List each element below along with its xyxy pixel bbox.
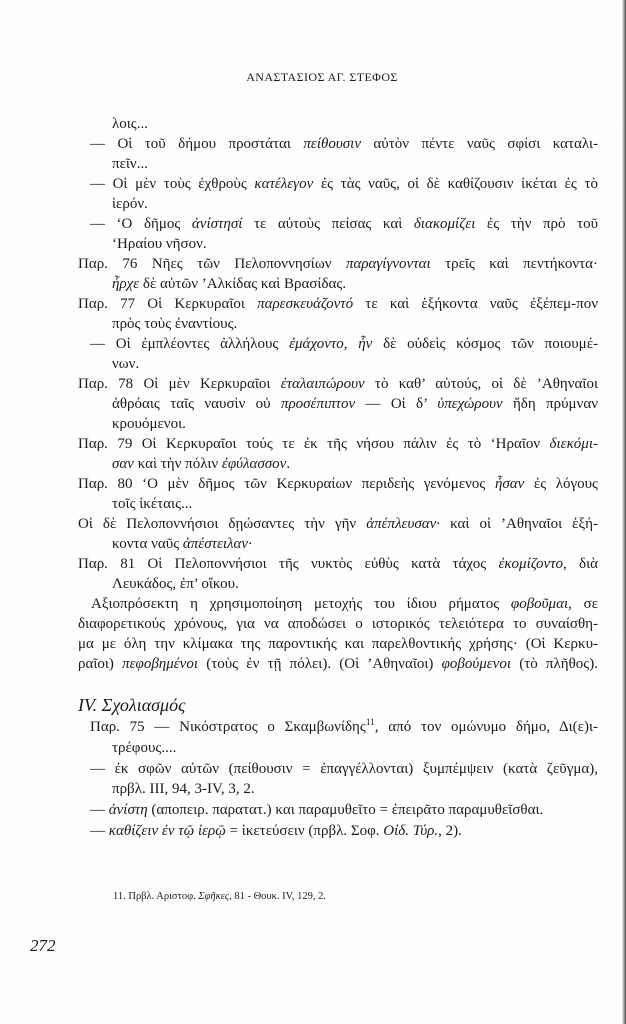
section-heading: IV. Σχολιασμός: [78, 695, 186, 715]
text-run: .: [286, 456, 291, 472]
line-content: [113, 891, 326, 902]
page-number: 272: [30, 936, 56, 955]
text-run: καὶ οἱ ’Αθηναῖοι ἑξή-: [440, 516, 598, 532]
italic-term: ἦρχε: [112, 276, 140, 292]
text-line: [90, 214, 598, 234]
italic-term: φοβοῦμαι,: [510, 596, 572, 612]
text-run: — Οἱ μὲν τοὺς ἐχθροὺς: [90, 176, 255, 192]
line-content: [112, 576, 239, 592]
text-run: πρβλ. III, 94, 3-IV, 3, 2.: [112, 781, 255, 797]
text-run: διὰ: [566, 556, 598, 572]
italic-term: ἀνίστη: [108, 802, 148, 818]
italic-term: ἐκομίζοντο,: [498, 556, 567, 572]
line-content: [112, 496, 192, 512]
text-line: [112, 574, 598, 594]
text-run: (τὸ πλῆθος).: [511, 656, 598, 672]
text-run: — Οἱ δ’: [355, 396, 438, 412]
text-run: 11. Πρβλ. Αριστοφ.: [113, 891, 199, 902]
text-run: — Οἱ τοῦ δήμου προστάται: [90, 136, 304, 152]
line-content: [78, 616, 598, 632]
text-run: αὐτὸν πέντε ναῦς σφίσι καταλι-: [360, 136, 598, 152]
line-content: [112, 396, 598, 412]
text-run: τοῖς ἱκέταις...: [112, 496, 193, 512]
italic-term: ἀπέστειλαν·: [182, 536, 252, 552]
text-run: (τοὺς ἐν τῇ πόλει). (Οἱ ’Αθηναῖοι): [198, 656, 442, 672]
text-line: [90, 174, 598, 194]
line-content: [78, 476, 598, 492]
text-line: [78, 634, 598, 654]
text-run: τε καὶ ἑξήκοντα ναῦς ἐξέπεμ-πον: [353, 296, 599, 312]
italic-term: κατέλεγον: [254, 176, 314, 192]
italic-term: παρεσκευάζοντό: [257, 296, 354, 312]
text-run: μα με όλη την κλίμακα της παροντικής και παρελθοντικής χρήσης· (Οἱ Κερκυ-: [78, 636, 598, 652]
text-line: [112, 274, 598, 294]
line-content: [78, 256, 598, 272]
text-run: , 2).: [438, 823, 462, 839]
text-line: [112, 394, 598, 414]
italic-term: προσέπιπτον: [280, 396, 356, 412]
text-line: [78, 374, 598, 394]
text-line: [112, 234, 598, 254]
text-run: ραῖοι): [78, 656, 123, 672]
text-line: [78, 294, 598, 314]
text-run: ‘Ηραίου νῆσον.: [112, 236, 207, 252]
text-run: λοις...: [112, 116, 148, 132]
italic-term: διακομίζει: [413, 216, 476, 232]
text-line: [112, 534, 598, 554]
line-content: [90, 719, 598, 735]
line-content: [78, 636, 598, 652]
line-content: [112, 416, 186, 432]
text-run: νων.: [112, 356, 140, 372]
text-line: [78, 514, 598, 534]
text-line: [112, 779, 598, 799]
line-content: [112, 740, 176, 756]
text-run: σε: [571, 596, 598, 612]
text-run: Παρ. 78 Οἱ μὲν Κερκυραῖοι: [78, 376, 281, 392]
text-line: [90, 800, 598, 820]
text-run: , από τον ομώνυμο δήμο, Δι(ε)ι-: [374, 719, 598, 735]
line-content: [90, 336, 598, 352]
text-line: [90, 334, 598, 354]
text-line: [78, 434, 598, 454]
text-line: [113, 890, 598, 904]
text-line: [78, 554, 598, 574]
line-content: [112, 116, 148, 132]
italic-term: ἀνίστησί: [191, 216, 243, 232]
italic-term: φοβούμενοι: [441, 656, 512, 672]
italic-term: ἀπέπλευσαν·: [366, 516, 441, 532]
text-run: ἤδη πρύμναν: [502, 396, 598, 412]
text-run: = ἱκετεύσειν (πρβλ. Σοφ.: [225, 823, 384, 839]
text-run: Λευκάδος, ἐπ’ οἴκου.: [112, 576, 239, 592]
text-line: [78, 254, 598, 274]
italic-term: σαν: [112, 456, 134, 472]
text-line: [112, 114, 598, 134]
line-content: [112, 276, 346, 292]
line-content: [78, 376, 598, 392]
line-content: [90, 761, 598, 777]
text-run: , 81 - Θουκ. IV, 129, 2.: [229, 891, 326, 902]
text-run: καὶ τὴν πόλιν: [133, 456, 222, 472]
line-content: [112, 781, 255, 797]
text-run: διαφορετικούς χρόνους, για να αποδώσει ο ιστορικός τελειότερα το συναίσθη-: [78, 616, 598, 632]
text-line: [112, 194, 598, 214]
line-content: [78, 436, 598, 452]
line-content: [78, 556, 598, 572]
text-line: [112, 454, 598, 474]
text-run: Παρ. 76 Νῆες τῶν Πελοποννησίων: [78, 256, 346, 272]
line-content: [90, 176, 598, 192]
line-content: [78, 296, 598, 312]
text-run: (αποπειρ. παρατατ.) και παραμυθεῖτο = ἐπειρᾶτο παραμυθεῖσθαι.: [147, 802, 544, 818]
text-run: τρεῖς καὶ πεντήκοντα·: [430, 256, 598, 272]
text-line: [112, 154, 598, 174]
running-head: ΑΝΑΣΤΑΣΙΟΣ ΑΓ. ΣΤΕΦΟΣ: [246, 70, 398, 84]
text-run: δὲ αὐτῶν ’Αλκίδας καὶ Βρασίδας.: [139, 276, 347, 292]
text-line: [112, 738, 598, 758]
line-content: [90, 823, 462, 839]
text-run: — Οἱ ἐμπλέοντες ἀλλήλους: [90, 336, 290, 352]
text-run: Παρ. 77 Οἱ Κερκυραῖοι: [78, 296, 258, 312]
line-content: [78, 516, 598, 532]
italic-term: Οἰδ. Τύρ.: [383, 823, 439, 839]
text-line: [78, 654, 598, 674]
text-line: [90, 134, 598, 154]
text-run: ἐς λόγους: [524, 476, 598, 492]
text-run: πρὸς τοὺς ἐναντίους.: [112, 316, 238, 332]
text-run: Οἱ δὲ Πελοποννήσιοι δῃώσαντες τὴν γῆν: [78, 516, 367, 532]
text-run: — ‘Ο δῆμος: [90, 216, 192, 232]
text-run: δὲ οὐδεὶς κόσμος τῶν ποιουμέ-: [372, 336, 598, 352]
text-run: Αξιοπρόσεκτη η χρησιμοποίηση μετοχής του ίδιου ρήματος: [91, 596, 511, 612]
italic-term: καθίζειν ἐν τῷ ἱερῷ: [108, 823, 226, 839]
text-run: Παρ. 81 Οἱ Πελοποννήσιοι τῆς νυκτὸς εὐθὺς κατὰ τάχος: [78, 556, 499, 572]
line-content: [90, 216, 598, 232]
italic-term: ἐταλαιπώρουν: [280, 376, 365, 392]
italic-term: πεφοβημένοι: [122, 656, 199, 672]
line-content: [90, 136, 598, 152]
text-run: Παρ. 80 ‘Ο μὲν δῆμος τῶν Κερκυραίων περιδεὴς γενόμενος: [78, 476, 495, 492]
text-run: ἀθρόαις ταῖς ναυσὶν οὐ: [112, 396, 281, 412]
scan-edge-shadow: [622, 0, 626, 1024]
line-content: [112, 156, 148, 172]
italic-term: ἐμάχοντο, ἦν: [289, 336, 373, 352]
text-run: τε αὐτοὺς πείσας καὶ: [242, 216, 414, 232]
line-content: [112, 356, 139, 372]
text-run: πεῖν...: [112, 156, 148, 172]
text-run: τὸ καθ’ αὑτούς, οἱ δὲ ’Αθηναῖοι: [364, 376, 598, 392]
line-content: [112, 236, 207, 252]
line-content: [112, 196, 148, 212]
footnote-ref: 11: [365, 718, 375, 728]
text-run: κοντα ναῦς: [112, 536, 183, 552]
text-line: [78, 614, 598, 634]
italic-term: πείθουσιν: [303, 136, 361, 152]
text-run: τρέφους....: [112, 740, 177, 756]
italic-term: ἦσαν: [494, 476, 525, 492]
text-run: —: [90, 802, 109, 818]
text-line: [78, 474, 598, 494]
text-run: —: [90, 823, 109, 839]
text-run: ἐς τὰς ναῦς, οἱ δὲ καθίζουσιν ἱκέται ἐς τὸ: [313, 176, 598, 192]
text-line: [112, 354, 598, 374]
line-content: [90, 802, 543, 818]
line-content: [78, 656, 598, 672]
text-run: Παρ. 79 Οἱ Κερκυραῖοι τούς τε ἐκ τῆς νήσου πάλιν ἐς τὸ ‘Ηραῖον: [78, 436, 550, 452]
text-line: [112, 414, 598, 434]
text-line: [90, 821, 598, 841]
italic-term: ὑπεχώρουν: [437, 396, 503, 412]
italic-term: διεκόμι-: [549, 436, 598, 452]
italic-term: παραγίγνονται: [345, 256, 431, 272]
text-line: [112, 494, 598, 514]
line-content: [112, 536, 252, 552]
text-run: Παρ. 75 — Νικόστρατος ο Σκαμβωνίδης: [90, 719, 366, 735]
line-content: [112, 456, 290, 472]
italic-term: ἐφύλασσον: [221, 456, 287, 472]
text-run: — ἐκ σφῶν αὐτῶν (πείθουσιν = ἐπαγγέλλονται) ξυμπέμψειν (κατὰ ζεῦγμα),: [90, 761, 598, 777]
text-run: ἱερόν.: [112, 196, 148, 212]
text-line: [91, 594, 598, 614]
text-line: [90, 759, 598, 779]
italic-term: Σφῆκες: [198, 891, 230, 902]
text-run: ἐς τὴν πρὸ τοῦ: [475, 216, 599, 232]
line-content: [91, 596, 598, 612]
text-run: κρουόμενοι.: [112, 416, 186, 432]
line-content: [112, 316, 237, 332]
text-line: [112, 314, 598, 334]
text-line: [90, 717, 598, 737]
